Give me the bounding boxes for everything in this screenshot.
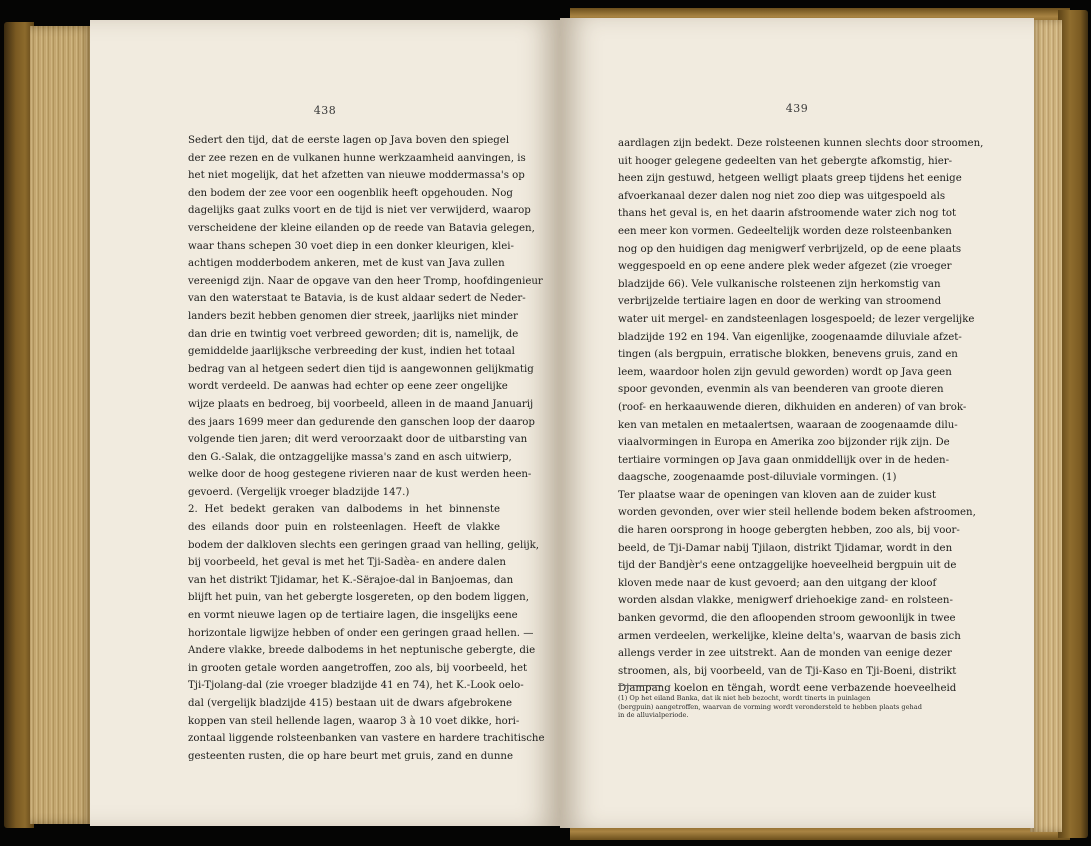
text-line: verscheidene der kleine eilanden op de reede van Batavia gelegen, xyxy=(188,222,535,234)
text-line: en vormt nieuwe lagen op de tertiaire lagen, die insgelijks eene xyxy=(188,610,518,622)
text-line: bedrag van al hetgeen sedert dien tijd is aangewonnen gelijkmatig xyxy=(188,363,534,375)
footnote-line: (1) Op het eiland Banka, dat ik niet heb bezocht, wordt tinerts in puinlagen xyxy=(618,694,871,702)
footnote-rule xyxy=(618,685,662,686)
book-cover-bottom xyxy=(570,826,1070,840)
text-line: afvoerkanaal dezer dalen nog niet zoo diep was uitgespoeld als xyxy=(618,190,946,202)
text-line: bladzijde 192 en 194. Van eigenlijke, zoogenaamde diluviale afzet- xyxy=(618,331,962,343)
text-line: dagelijks gaat zulks voort en de tijd is niet ver verwijderd, waarop xyxy=(188,205,531,217)
page-number-right: 439 xyxy=(785,102,809,115)
text-line: banken gevormd, die den afloopenden stroom gewoonlijk in twee xyxy=(618,613,956,625)
text-line: volgende tien jaren; dit werd veroorzaakt door de uitbarsting van xyxy=(188,434,528,446)
right-page-body xyxy=(618,135,984,698)
text-line: koppen van steil hellende lagen, waarop 3 à 10 voet dikke, hori- xyxy=(188,715,520,727)
text-line: tingen (als bergpuin, erratische blokken, benevens gruis, zand en xyxy=(618,349,958,361)
text-line: uit hooger gelegene gedeelten van het gebergte afkomstig, hier- xyxy=(618,155,953,167)
text-line: in grooten getale worden aangetroffen, zoo als, bij voorbeeld, het xyxy=(188,662,528,674)
text-line: Sedert den tijd, dat de eerste lagen op Java boven den spiegel xyxy=(188,135,510,146)
text-line: dal (vergelijk bladzijde 415) bestaan uit de dwars afgebrokene xyxy=(188,698,513,709)
text-line: tertiaire vormingen op Java gaan onmiddellijk over in de heden- xyxy=(618,454,950,466)
text-line: water uit mergel- en zandsteenlagen losgespoeld; de lezer vergelijke xyxy=(618,313,975,325)
text-line: den G.-Salak, die ontzaggelijke massa's zand en asch uitwierp, xyxy=(188,451,512,463)
text-line: heen zijn gestuwd, hetgeen welligt plaats greep tijdens het eenige xyxy=(618,173,962,185)
text-line: worden alsdan vlakke, menigwerf driehoekige zand- en rolsteen- xyxy=(618,595,953,607)
text-line: gemiddelde jaarlijksche verbreeding der kust, indien het totaal xyxy=(188,346,515,358)
page-number-left: 438 xyxy=(313,104,337,117)
right-page xyxy=(560,18,1034,828)
text-line: aardlagen zijn bedekt. Deze rolsteenen kunnen slechts door stroomen, xyxy=(618,138,984,149)
text-line: verbrijzelde tertiaire lagen en door de werking van stroomend xyxy=(618,296,942,308)
text-line: het niet mogelijk, dat het afzetten van nieuwe moddermassa's op xyxy=(188,170,525,182)
text-line: gesteenten rusten, die op hare beurt met gruis, zand en dunne xyxy=(188,750,514,762)
text-line: Djampang koelon en tëngah, wordt eene verbazende hoeveelheid xyxy=(618,683,957,695)
text-line: armen verdeelen, werkelijke, kleine delta's, waarvan de basis zich xyxy=(618,630,961,642)
text-line: van den waterstaat te Batavia, is de kust aldaar sedert de Neder- xyxy=(188,293,526,305)
book-cover-right xyxy=(1058,10,1088,838)
left-page xyxy=(90,20,560,826)
text-line: een meer kon vormen. Gedeeltelijk worden deze rolsteenbanken xyxy=(618,225,952,237)
footnote-line: in de alluvialperiode. xyxy=(618,711,689,720)
text-line: weggespoeld en op eene andere plek weder afgezet (zie vroeger xyxy=(618,261,952,273)
footnote-line: (bergpuin) aangetroffen, waarvan de vorming wordt verondersteld te hebben plaats gehad xyxy=(618,702,922,711)
text-line: 2. Het bedekt geraken van dalbodems in het binnenste xyxy=(188,504,500,516)
text-line: bij voorbeeld, het geval is met het Tji-Sadèa- en andere dalen xyxy=(188,557,506,569)
text-line: worden gevonden, over wier steil hellende bodem beken afstroomen, xyxy=(618,507,976,519)
text-line: wijze plaats en bedroeg, bij voorbeeld, alleen in de maand Januarij xyxy=(188,398,534,410)
text-line: bladzijde 66). Vele vulkanische rolsteenen zijn herkomstig van xyxy=(618,278,941,290)
text-line: leem, waardoor holen zijn gevuld geworden) wordt op Java geen xyxy=(618,366,952,378)
text-line: beeld, de Tji-Damar nabij Tjilaon, distrikt Tjidamar, wordt in den xyxy=(618,542,953,554)
text-line: allengs verder in zee uitstrekt. Aan de monden van eenige dezer xyxy=(618,648,952,660)
left-page-body xyxy=(188,132,545,765)
text-line: van het distrikt Tjidamar, het K.-Sërajoe-dal in Banjoemas, dan xyxy=(188,574,514,586)
text-line: blijft het puin, van het gebergte losgereten, op den bodem liggen, xyxy=(188,592,529,604)
text-line: zontaal liggende rolsteenbanken van vastere en hardere trachitische xyxy=(188,733,545,745)
text-line: vereenigd zijn. Naar de opgave van den heer Tromp, hoofdingenieur xyxy=(188,275,543,287)
text-line: stroomen, als, bij voorbeeld, van de Tji-Kaso en Tji-Boeni, distrikt xyxy=(618,665,957,677)
text-line: ken van metalen en metaalertsen, waaraan de zoogenaamde dilu- xyxy=(618,419,958,431)
page-edges-left xyxy=(30,26,94,824)
text-line: wordt verdeeld. De aanwas had echter op eene zeer ongelijke xyxy=(188,381,508,393)
footnote xyxy=(618,694,938,720)
text-line: thans het geval is, en het daarin afstroomende water zich nog tot xyxy=(618,208,957,220)
text-line: nog op den huidigen dag menigwerf verbrijzeld, op de eene plaats xyxy=(618,243,962,255)
text-line: horizontale ligwijze hebben of onder een geringen graad hellen. — xyxy=(188,627,534,639)
text-line: viaalvormingen in Europa en Amerika zoo bijzonder rijk zijn. De xyxy=(618,437,950,449)
text-line: bodem der dalkloven slechts een geringen graad van helling, gelijk, xyxy=(188,539,540,551)
text-line: spoor gevonden, evenmin als van beenderen van groote dieren xyxy=(618,384,944,396)
text-line: (roof- en herkaauwende dieren, dikhuiden en anderen) of van brok- xyxy=(618,401,967,413)
text-line: welke door de hoog gestegene rivieren naar de kust werden heen- xyxy=(188,469,532,481)
text-line: des eilands door puin en rolsteenlagen. Heeft de vlakke xyxy=(188,522,500,534)
text-line: Andere vlakke, breede dalbodems in het neptunische gebergte, die xyxy=(188,645,536,657)
text-line: des jaars 1699 meer dan gedurende den ganschen loop der daarop xyxy=(188,416,535,428)
text-line: dan drie en twintig voet verbreed geworden; dit is, namelijk, de xyxy=(188,328,519,340)
text-line: kloven mede naar de kust gevoerd; aan den uitgang der kloof xyxy=(618,577,937,589)
text-line: daagsche, zoogenaamde post-diluviale vormingen. (1) xyxy=(618,472,897,484)
text-line: waar thans schepen 30 voet diep in een donker kleurigen, klei- xyxy=(188,240,514,252)
text-line: Ter plaatse waar de openingen van kloven aan de zuider kust xyxy=(618,489,936,501)
text-line: gevoerd. (Vergelijk vroeger bladzijde 147.) xyxy=(188,486,410,498)
text-line: der zee rezen en de vulkanen hunne werkzaamheid aanvingen, is xyxy=(188,152,526,164)
text-line: die haren oorsprong in hooge gebergten hebben, zoo als, bij voor- xyxy=(618,525,960,537)
text-line: Tji-Tjolang-dal (zie vroeger bladzijde 41 en 74), het K.-Look oelo- xyxy=(188,680,524,692)
text-line: achtigen modderbodem ankeren, met de kust van Java zullen xyxy=(188,258,505,270)
text-line: den bodem der zee voor een oogenblik heeft opgehouden. Nog xyxy=(188,187,513,199)
text-line: landers bezit hebben genomen dier streek, jaarlijks niet minder xyxy=(188,310,518,322)
page-edges-right xyxy=(1030,20,1062,832)
text-line: tijd der Bandjèr's eene ontzaggelijke hoeveelheid bergpuin uit de xyxy=(618,560,957,572)
